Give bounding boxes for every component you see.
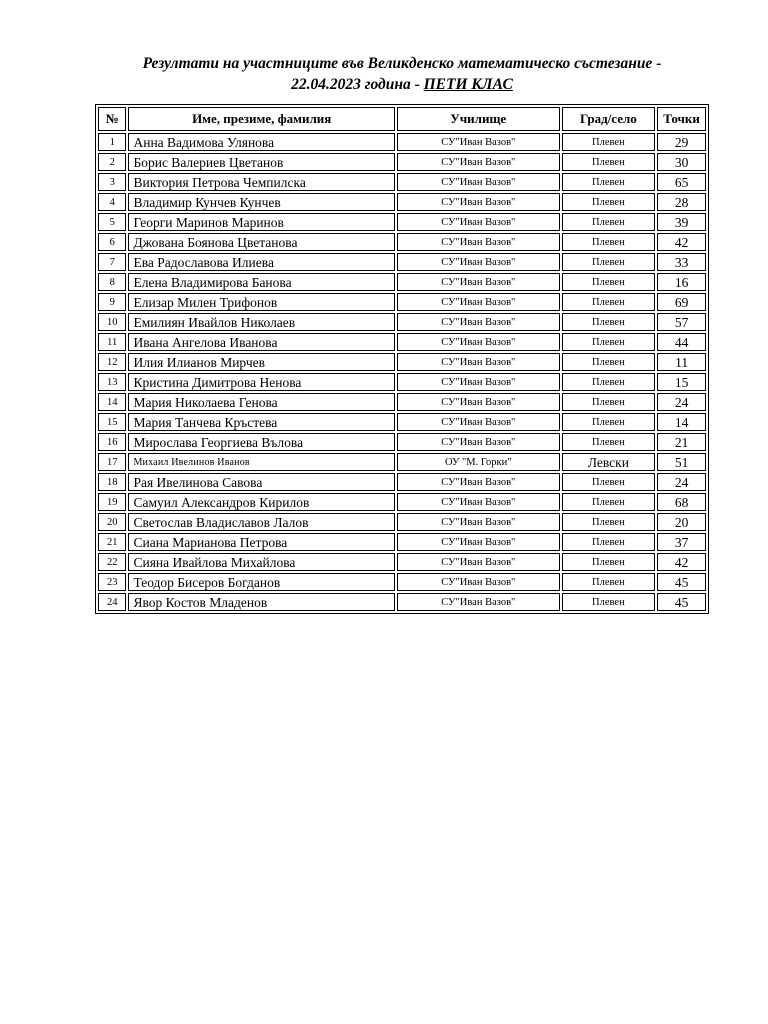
cell-name: Явор Костов Младенов: [128, 593, 394, 611]
cell-num: 1: [98, 133, 126, 151]
table-row: [98, 533, 706, 551]
cell-name: Елизар Милен Трифонов: [128, 293, 394, 311]
cell-name: Мирослава Георгиева Вълова: [128, 433, 394, 451]
cell-name: Кристина Димитрова Ненова: [128, 373, 394, 391]
cell-num: 16: [98, 433, 126, 451]
cell-name: Елена Владимирова Банова: [128, 273, 394, 291]
header-city: Град/село: [562, 107, 656, 131]
cell-city: Плевен: [562, 533, 656, 551]
cell-num: 5: [98, 213, 126, 231]
table-row: [98, 253, 706, 271]
cell-name: Мария Танчева Кръстева: [128, 413, 394, 431]
header-name: Име, презиме, фамилия: [128, 107, 394, 131]
cell-points: 16: [657, 273, 706, 291]
cell-points: 44: [657, 333, 706, 351]
table-header-row: [98, 107, 706, 131]
table-row: [98, 553, 706, 571]
table-row: [98, 593, 706, 611]
cell-city: Плевен: [562, 433, 656, 451]
cell-name: Сиана Марианова Петрова: [128, 533, 394, 551]
cell-num: 18: [98, 473, 126, 491]
cell-points: 14: [657, 413, 706, 431]
cell-points: 33: [657, 253, 706, 271]
cell-city: Плевен: [562, 293, 656, 311]
cell-points: 28: [657, 193, 706, 211]
title-line2-prefix: 22.04.2023 година -: [291, 76, 424, 93]
cell-points: 24: [657, 393, 706, 411]
cell-school: СУ"Иван Вазов": [397, 353, 560, 371]
cell-school: СУ"Иван Вазов": [397, 573, 560, 591]
document-title: [95, 53, 709, 95]
cell-num: 15: [98, 413, 126, 431]
cell-school: СУ"Иван Вазов": [397, 253, 560, 271]
cell-name: Ивана Ангелова Иванова: [128, 333, 394, 351]
cell-points: 20: [657, 513, 706, 531]
cell-points: 21: [657, 433, 706, 451]
cell-school: СУ"Иван Вазов": [397, 153, 560, 171]
cell-name: Илия Илианов Мирчев: [128, 353, 394, 371]
table-row: [98, 133, 706, 151]
cell-city: Плевен: [562, 253, 656, 271]
table-row: [98, 293, 706, 311]
table-row: [98, 333, 706, 351]
table-row: [98, 453, 706, 471]
cell-school: СУ"Иван Вазов": [397, 333, 560, 351]
cell-school: СУ"Иван Вазов": [397, 373, 560, 391]
cell-num: 17: [98, 453, 126, 471]
table-row: [98, 573, 706, 591]
cell-city: Плевен: [562, 153, 656, 171]
cell-points: 37: [657, 533, 706, 551]
cell-points: 39: [657, 213, 706, 231]
cell-name: Емилиян Ивайлов Николаев: [128, 313, 394, 331]
cell-name: Владимир Кунчев Кунчев: [128, 193, 394, 211]
cell-city: Левски: [562, 453, 656, 471]
table-row: [98, 233, 706, 251]
cell-name: Виктория Петрова Чемпилска: [128, 173, 394, 191]
table-row: [98, 393, 706, 411]
title-class-emphasis: ПЕТИ КЛАС: [423, 76, 513, 93]
cell-num: 6: [98, 233, 126, 251]
cell-num: 13: [98, 373, 126, 391]
cell-name: Рая Ивелинова Савова: [128, 473, 394, 491]
cell-city: Плевен: [562, 173, 656, 191]
cell-name: Самуил Александров Кирилов: [128, 493, 394, 511]
cell-school: СУ"Иван Вазов": [397, 133, 560, 151]
table-row: [98, 353, 706, 371]
cell-num: 8: [98, 273, 126, 291]
table-row: [98, 513, 706, 531]
cell-city: Плевен: [562, 193, 656, 211]
cell-num: 2: [98, 153, 126, 171]
cell-points: 30: [657, 153, 706, 171]
cell-points: 45: [657, 593, 706, 611]
cell-city: Плевен: [562, 553, 656, 571]
results-table: [95, 104, 709, 614]
cell-name: Георги Маринов Маринов: [128, 213, 394, 231]
cell-school: СУ"Иван Вазов": [397, 473, 560, 491]
cell-num: 19: [98, 493, 126, 511]
cell-num: 24: [98, 593, 126, 611]
table-row: [98, 433, 706, 451]
cell-school: ОУ "М. Горки": [397, 453, 560, 471]
cell-city: Плевен: [562, 233, 656, 251]
cell-city: Плевен: [562, 273, 656, 291]
cell-school: СУ"Иван Вазов": [397, 293, 560, 311]
cell-name: Джована Боянова Цветанова: [128, 233, 394, 251]
cell-name: Михаил Ивелинов Иванов: [128, 453, 394, 471]
cell-points: 42: [657, 553, 706, 571]
cell-name: Борис Валериев Цветанов: [128, 153, 394, 171]
cell-num: 22: [98, 553, 126, 571]
cell-school: СУ"Иван Вазов": [397, 493, 560, 511]
cell-school: СУ"Иван Вазов": [397, 193, 560, 211]
cell-num: 4: [98, 193, 126, 211]
cell-city: Плевен: [562, 413, 656, 431]
header-points: Точки: [657, 107, 706, 131]
cell-city: Плевен: [562, 573, 656, 591]
cell-school: СУ"Иван Вазов": [397, 313, 560, 331]
table-row: [98, 473, 706, 491]
cell-points: 15: [657, 373, 706, 391]
cell-city: Плевен: [562, 373, 656, 391]
cell-points: 68: [657, 493, 706, 511]
cell-school: СУ"Иван Вазов": [397, 393, 560, 411]
cell-num: 23: [98, 573, 126, 591]
cell-num: 20: [98, 513, 126, 531]
cell-city: Плевен: [562, 353, 656, 371]
cell-city: Плевен: [562, 213, 656, 231]
header-school: Училище: [397, 107, 560, 131]
title-line1: Резултати на участниците във Великденско математическо състезание -: [142, 55, 662, 72]
cell-points: 69: [657, 293, 706, 311]
cell-name: Теодор Бисеров Богданов: [128, 573, 394, 591]
cell-num: 9: [98, 293, 126, 311]
cell-school: СУ"Иван Вазов": [397, 273, 560, 291]
cell-school: СУ"Иван Вазов": [397, 233, 560, 251]
cell-points: 51: [657, 453, 706, 471]
cell-name: Анна Вадимова Улянова: [128, 133, 394, 151]
cell-name: Светослав Владиславов Лалов: [128, 513, 394, 531]
cell-name: Ева Радославова Илиева: [128, 253, 394, 271]
cell-num: 10: [98, 313, 126, 331]
cell-school: СУ"Иван Вазов": [397, 593, 560, 611]
table-row: [98, 153, 706, 171]
cell-points: 65: [657, 173, 706, 191]
cell-points: 42: [657, 233, 706, 251]
cell-school: СУ"Иван Вазов": [397, 213, 560, 231]
document-content: [95, 0, 709, 614]
cell-num: 14: [98, 393, 126, 411]
cell-city: Плевен: [562, 313, 656, 331]
cell-num: 21: [98, 533, 126, 551]
cell-city: Плевен: [562, 513, 656, 531]
cell-points: 45: [657, 573, 706, 591]
cell-num: 3: [98, 173, 126, 191]
cell-city: Плевен: [562, 333, 656, 351]
cell-num: 7: [98, 253, 126, 271]
header-num: №: [98, 107, 126, 131]
cell-city: Плевен: [562, 493, 656, 511]
cell-school: СУ"Иван Вазов": [397, 433, 560, 451]
cell-school: СУ"Иван Вазов": [397, 173, 560, 191]
cell-school: СУ"Иван Вазов": [397, 533, 560, 551]
cell-points: 29: [657, 133, 706, 151]
cell-num: 12: [98, 353, 126, 371]
table-row: [98, 213, 706, 231]
cell-num: 11: [98, 333, 126, 351]
cell-school: СУ"Иван Вазов": [397, 553, 560, 571]
cell-points: 57: [657, 313, 706, 331]
cell-city: Плевен: [562, 133, 656, 151]
cell-name: Сияна Ивайлова Михайлова: [128, 553, 394, 571]
table-row: [98, 313, 706, 331]
table-row: [98, 493, 706, 511]
cell-name: Мария Николаева Генова: [128, 393, 394, 411]
cell-points: 24: [657, 473, 706, 491]
cell-school: СУ"Иван Вазов": [397, 413, 560, 431]
table-row: [98, 373, 706, 391]
cell-points: 11: [657, 353, 706, 371]
cell-city: Плевен: [562, 473, 656, 491]
table-row: [98, 193, 706, 211]
table-row: [98, 273, 706, 291]
cell-city: Плевен: [562, 393, 656, 411]
cell-city: Плевен: [562, 593, 656, 611]
cell-school: СУ"Иван Вазов": [397, 513, 560, 531]
table-row: [98, 173, 706, 191]
table-row: [98, 413, 706, 431]
